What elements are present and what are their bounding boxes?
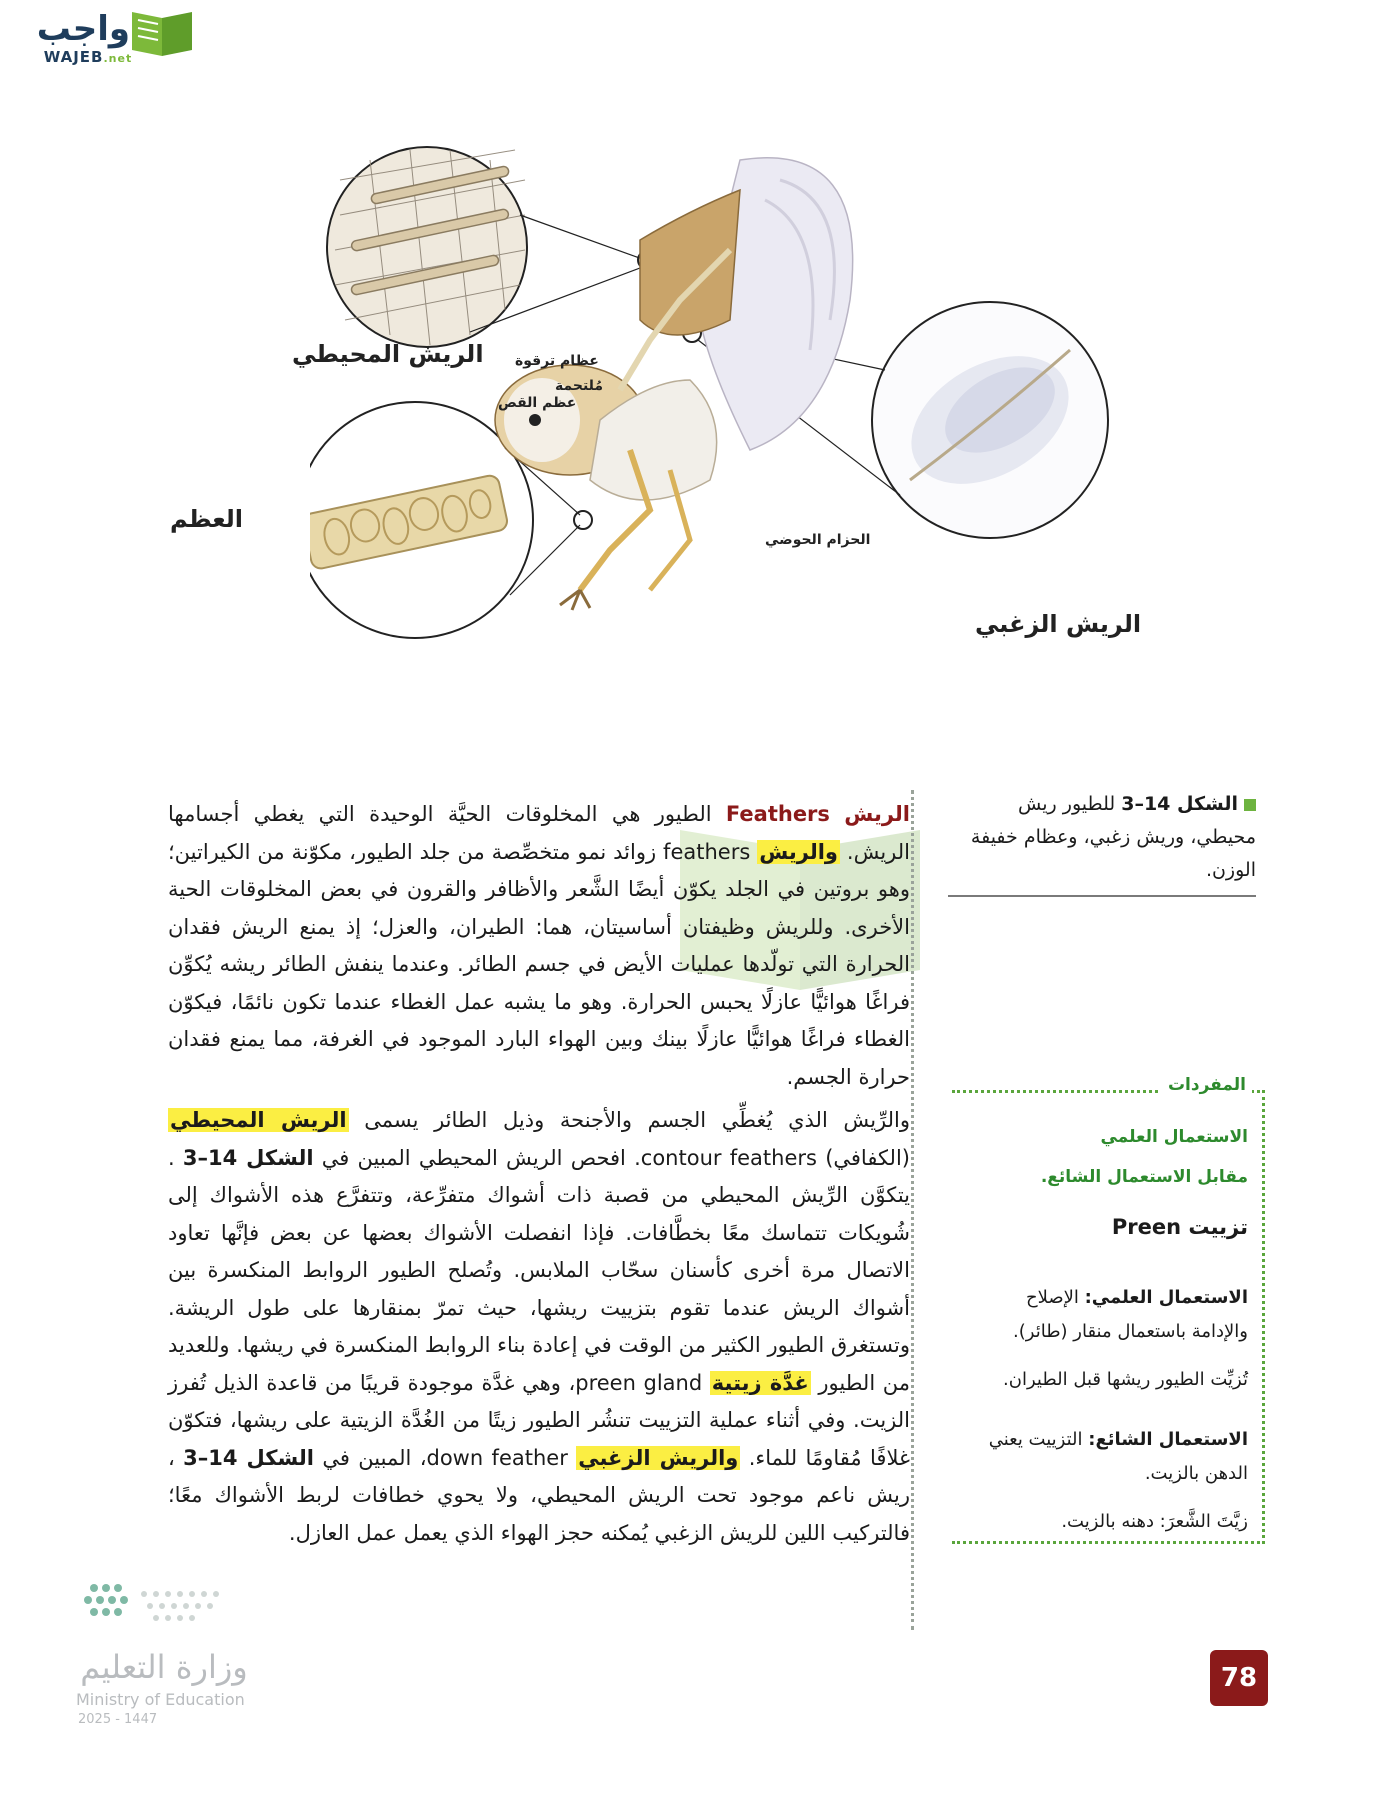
vocabulary-title: المفردات xyxy=(1158,1075,1252,1095)
page-number: 78 xyxy=(1210,1650,1268,1706)
section-heading-en: Feathers xyxy=(725,802,830,826)
label-contour-feathers: الريش المحيطي xyxy=(292,340,484,368)
paragraph-feathers: الريش Feathers الطيور هي المخلوقات الحيَّة الوحيدة التي يغطي أجسامها الريش. والريش feathers زوائد نمو متخصِّصة من جلد الطيور، مكوّنة من الكيراتين؛ وهو بروتين في الجلد يكوّن أيضًا الشَّعر والأظافر والقرون في بعض المخلوقات الحية الأخرى. وللريش وظيفتان أساسيتان، هما: الطيران، والعزل؛ إذ يمنع الريش فقدان الحرارة التي تولّدها عمليات الأيض في جسم الطائر. وعندما ينفش الطائر ريشه يُكوِّن فراغًا هوائيًّا عازلًا يحبس الحرارة. وهو ما يشبه عمل الغطاء عندما تكون نائمًا، فيكوّن الغطاء فراغًا هوائيًّا عازلًا بينك وبين الهواء البارد الموجود في الغرفة، مما يمنع فقدان حرارة الجسم. xyxy=(168,802,911,1089)
term-preen-gland: غدَّة زيتية xyxy=(711,1370,809,1395)
term-contour-feathers: الريش المحيطي xyxy=(170,1108,347,1132)
term-feathers: والريش xyxy=(759,839,838,864)
common-example: زيَّتَ الشَّعرَ: دهنه بالزيت. xyxy=(1061,1511,1248,1532)
logo-word: واجب xyxy=(36,9,130,49)
figure-reference: الشكل 14–3 xyxy=(182,1145,314,1170)
vocabulary-subtitle: مقابل الاستعمال الشائع. xyxy=(1040,1167,1248,1187)
scientific-example: تُزيِّت الطيور ريشها قبل الطيران. xyxy=(1003,1369,1248,1390)
label-pelvic-girdle: الحزام الحوضي xyxy=(765,532,871,548)
main-text xyxy=(168,796,910,1558)
ministry-english-name: Ministry of Education xyxy=(76,1690,245,1709)
label-keel: عظم القص xyxy=(498,395,577,411)
owl-illustration xyxy=(310,120,1210,740)
figure-reference: الشكل 14–3 xyxy=(183,1445,314,1470)
scientific-usage: الاستعمال العلمي: الإصلاح والإدامة باستعمال منقار (طائر). xyxy=(1013,1287,1248,1342)
vocabulary-box xyxy=(952,1075,1265,1544)
owl-anatomy-figure xyxy=(170,120,1210,740)
label-down-feathers: الريش الزغبي xyxy=(975,610,1142,638)
ministry-arabic-name: وزارة التعليم xyxy=(80,1648,248,1686)
square-bullet-icon xyxy=(1244,799,1256,811)
label-bone: العظم xyxy=(170,505,243,533)
ministry-year: 2025 - 1447 xyxy=(78,1712,158,1727)
figure-caption xyxy=(948,788,1256,897)
logo-site-name: WAJEB.net xyxy=(43,48,133,66)
section-heading: الريش xyxy=(844,802,910,826)
vocabulary-subtitle: الاستعمال العلمي xyxy=(1100,1127,1248,1147)
caption-text: للطيور ريش محيطي، وريش زغبي، وعظام خفيفة الوزن. xyxy=(970,793,1256,881)
column-divider xyxy=(911,790,914,1630)
vocabulary-term: تزييت Preen xyxy=(1111,1215,1248,1239)
label-fused: مُلتحمة xyxy=(555,378,604,394)
label-collarbone: عظام ترقوة xyxy=(515,353,599,369)
ministry-dots-icon xyxy=(74,1578,254,1642)
common-usage: الاستعمال الشائع: التزييت يعني الدهن بالزيت. xyxy=(988,1429,1248,1484)
site-logo[interactable] xyxy=(16,6,196,68)
caption-figure-number: الشكل 14–3 xyxy=(1121,793,1238,815)
term-down-feathers: والريش الزغبي xyxy=(578,1445,739,1470)
paragraph-contour-feathers: والرِّيش الذي يُغطِّي الجسم والأجنحة وذيل الطائر يسمى الريش المحيطي (الكفافي) contour feathers. افحص الريش المحيطي المبين في الشكل 14–3 . يتكوَّن الرِّيش المحيطي من قصبة ذات أشواك متفرِّعة، وتتفرَّع هذه الأشواك إلى شُويكات تتماسك معًا بخطَّافات. فإذا انفصلت الأشواك بعضها عن بعض فإنَّها تعاود الاتصال مرة أخرى كأسنان سحّاب الملابس. وتُصلح الطيور الروابط المنكسرة بين أشواك الريش عندما تقوم بتزييت ريشها، حيث تمرّ بمنقارها على طول الريشة. وتستغرق الطيور الكثير من الوقت في إعادة بناء الروابط المنكسرة في ريشها. وللعديد من الطيور غدَّة زيتية preen gland، وهي غدَّة موجودة قريبًا من قاعدة الذيل تُفرز الزيت. وفي أثناء عملية التزييت تنشُر الطيور زيتًا من الغُدَّة الزيتية على ريشها، فتكوّن غلافًا مُقاومًا للماء. والريش الزغبي down feather، المبين في الشكل 14–3 ، ريش ناعم موجود تحت الريش المحيطي، ولا يحوي خطافات لربط الأشواك معًا؛ فالتركيب اللين للريش الزغبي يُمكنه حجز الهواء الذي يعمل عمل العازل. xyxy=(168,1108,911,1545)
ministry-logo xyxy=(70,1578,270,1738)
